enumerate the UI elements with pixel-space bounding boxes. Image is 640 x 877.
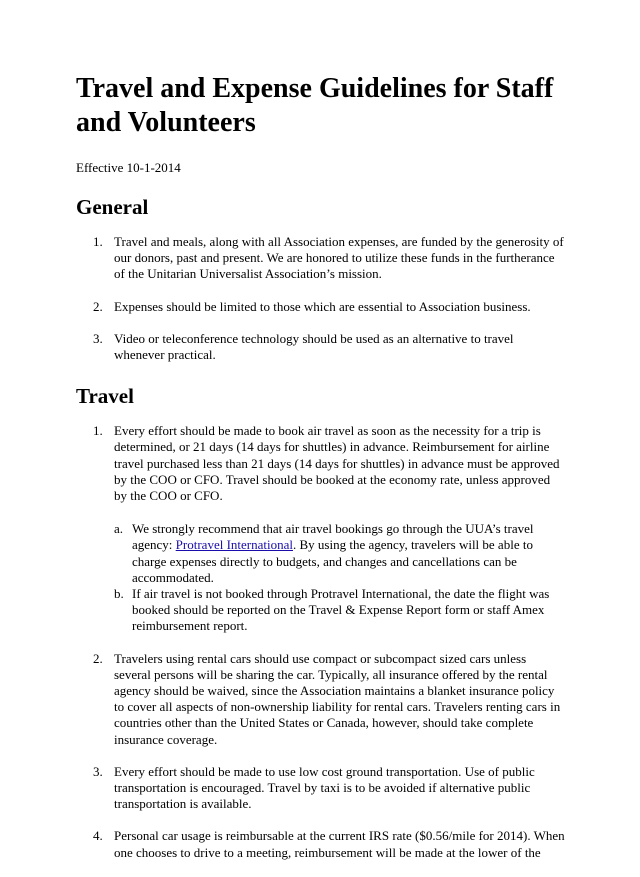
list-item-text: Travelers using rental cars should use compact or subcompact sized cars unless several persons will be sharing the car. Typically, all insurance offered by the rental agency should be waived, since the Association maintains a blanket insurance policy to cover all aspects of non-ownership liability for rental cars. Travelers renting cars in countries other than the United States or Canada, however, should take complete insurance coverage. (114, 650, 561, 747)
document-page (76, 72, 566, 877)
list-item-text: Every effort should be made to book air travel as soon as the necessity for a trip is determined, or 21 days (14 days for shuttles) in advance. Reimbursement for airline travel purchased less than 21 days (14 days for shuttles) in advance must be approved by the COO or CFO. Travel should be booked at the economy rate, unless approved by the COO or CFO. (114, 423, 560, 504)
section-heading-travel: Travel (76, 384, 134, 409)
list-item (76, 331, 566, 363)
sub-list-letter: b. (114, 586, 124, 602)
list-item (76, 234, 566, 283)
list-item-text: Personal car usage is reimbursable at the current IRS rate ($0.56/mile for 2014). When one chooses to drive to a meeting, reimbursement will be made at the lower of the (114, 828, 565, 860)
list-item (76, 299, 566, 315)
sub-item-text-before: We strongly recommend that air travel bookings go through the UUA’s travel agency: (132, 521, 534, 553)
sub-item-text: If air travel is not booked through Protravel International, the date the flight was booked should be reported on the Travel & Expense Report form or staff Amex reimbursement report. (132, 586, 550, 634)
list-number: 4. (93, 828, 103, 844)
protravel-link[interactable]: Protravel International (175, 537, 293, 553)
list-item (76, 423, 566, 634)
page-title: Travel and Expense Guidelines for Staff and Volunteers (76, 73, 554, 138)
list-number: 1. (93, 423, 103, 439)
list-item-text: Every effort should be made to use low cost ground transportation. Use of public transportation is encouraged. Travel by taxi is to be avoided if alternative public transportation is available. (114, 763, 535, 812)
sub-list-item (114, 586, 566, 635)
list-item-text: Video or teleconference technology should be used as an alternative to travel whenever practical. (114, 330, 514, 363)
list-item (76, 828, 566, 860)
sub-list-letter: a. (114, 521, 124, 537)
travel-sublist (114, 521, 566, 634)
list-item-text: Travel and meals, along with all Association expenses, are funded by the generosity of our donors, past and present. We are honored to utilize these funds in the furtherance of the Unitarian Universalist Association’s mission. (114, 234, 564, 282)
list-item-text: Expenses should be limited to those which are essential to Association business. (114, 298, 531, 314)
sub-item-text-after: . By using the agency, travelers will be able to charge expenses directly to budgets, and changes and cancellations can be accommodated. (132, 537, 533, 585)
list-item (76, 651, 566, 748)
section-heading-general: General (76, 195, 149, 219)
list-number: 2. (93, 298, 103, 314)
travel-list (76, 423, 566, 861)
sub-list-item (114, 521, 566, 586)
general-list (76, 234, 566, 363)
list-number: 3. (93, 330, 103, 346)
list-item (76, 764, 566, 813)
list-number: 1. (93, 234, 103, 249)
list-number: 2. (93, 650, 103, 666)
effective-date: Effective 10-1-2014 (76, 160, 181, 175)
list-number: 3. (93, 763, 103, 779)
